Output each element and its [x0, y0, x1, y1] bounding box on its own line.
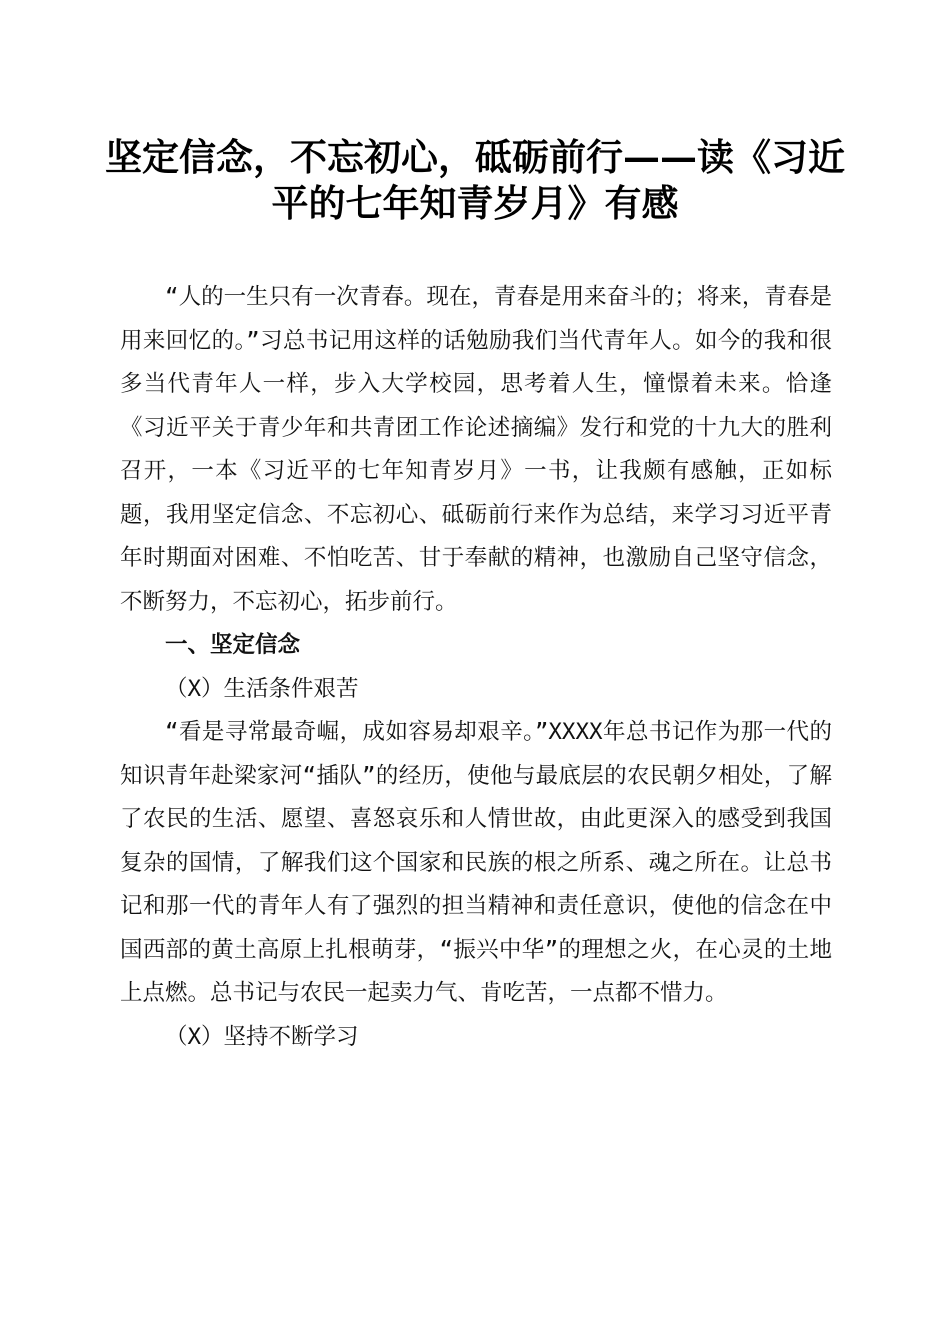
title-line-2: 平的七年知青岁月》有感	[271, 181, 679, 225]
subsection-heading: （X）生活条件艰苦	[165, 675, 359, 702]
body-paragraph: “看是寻常最奇崛，成如容易却艰辛。”XXXX年总书记作为那一代的知识青年赴梁家河“插队”的经历，使他与最底层的农民朝夕相处，了解了农民的生活、愿望、喜怒哀乐和人情世故，由此更深入的感受到我国复杂的国情，了解我们这个国家和民族的根之所系、魂之所在。让总书记和那一代的青年人有了强烈的担当精神和责任意识，使他的信念在中国西部的黄土高原上扎根萌芽，“振兴中华”的理想之火，在心灵的土地上点燃。总书记与农民一起卖力气、肯吃苦，一点都不惜力。	[120, 719, 832, 1006]
section-heading: 一、坚定信念	[165, 632, 301, 658]
document-title	[100, 134, 850, 226]
title-line-1: 坚定信念，不忘初心，砥砺前行——读《习近	[105, 135, 845, 179]
subsection-heading: （X）坚持不断学习	[165, 1023, 359, 1050]
document-body	[120, 276, 832, 1059]
intro-paragraph: “人的一生只有一次青春。现在，青春是用来奋斗的；将来，青春是用来回忆的。”习总书记用这样的话勉励我们当代青年人。如今的我和很多当代青年人一样，步入大学校园，思考着人生，憧憬着未来。恰逢《习近平关于青少年和共青团工作论述摘编》发行和党的十九大的胜利召开，一本《习近平的七年知青岁月》一书，让我颇有感触，正如标题，我用坚定信念、不忘初心、砥砺前行来作为总结，来学习习近平青年时期面对困难、不怕吃苦、甘于奉献的精神，也激励自己坚守信念，不断努力，不忘初心，拓步前行。	[120, 284, 832, 615]
